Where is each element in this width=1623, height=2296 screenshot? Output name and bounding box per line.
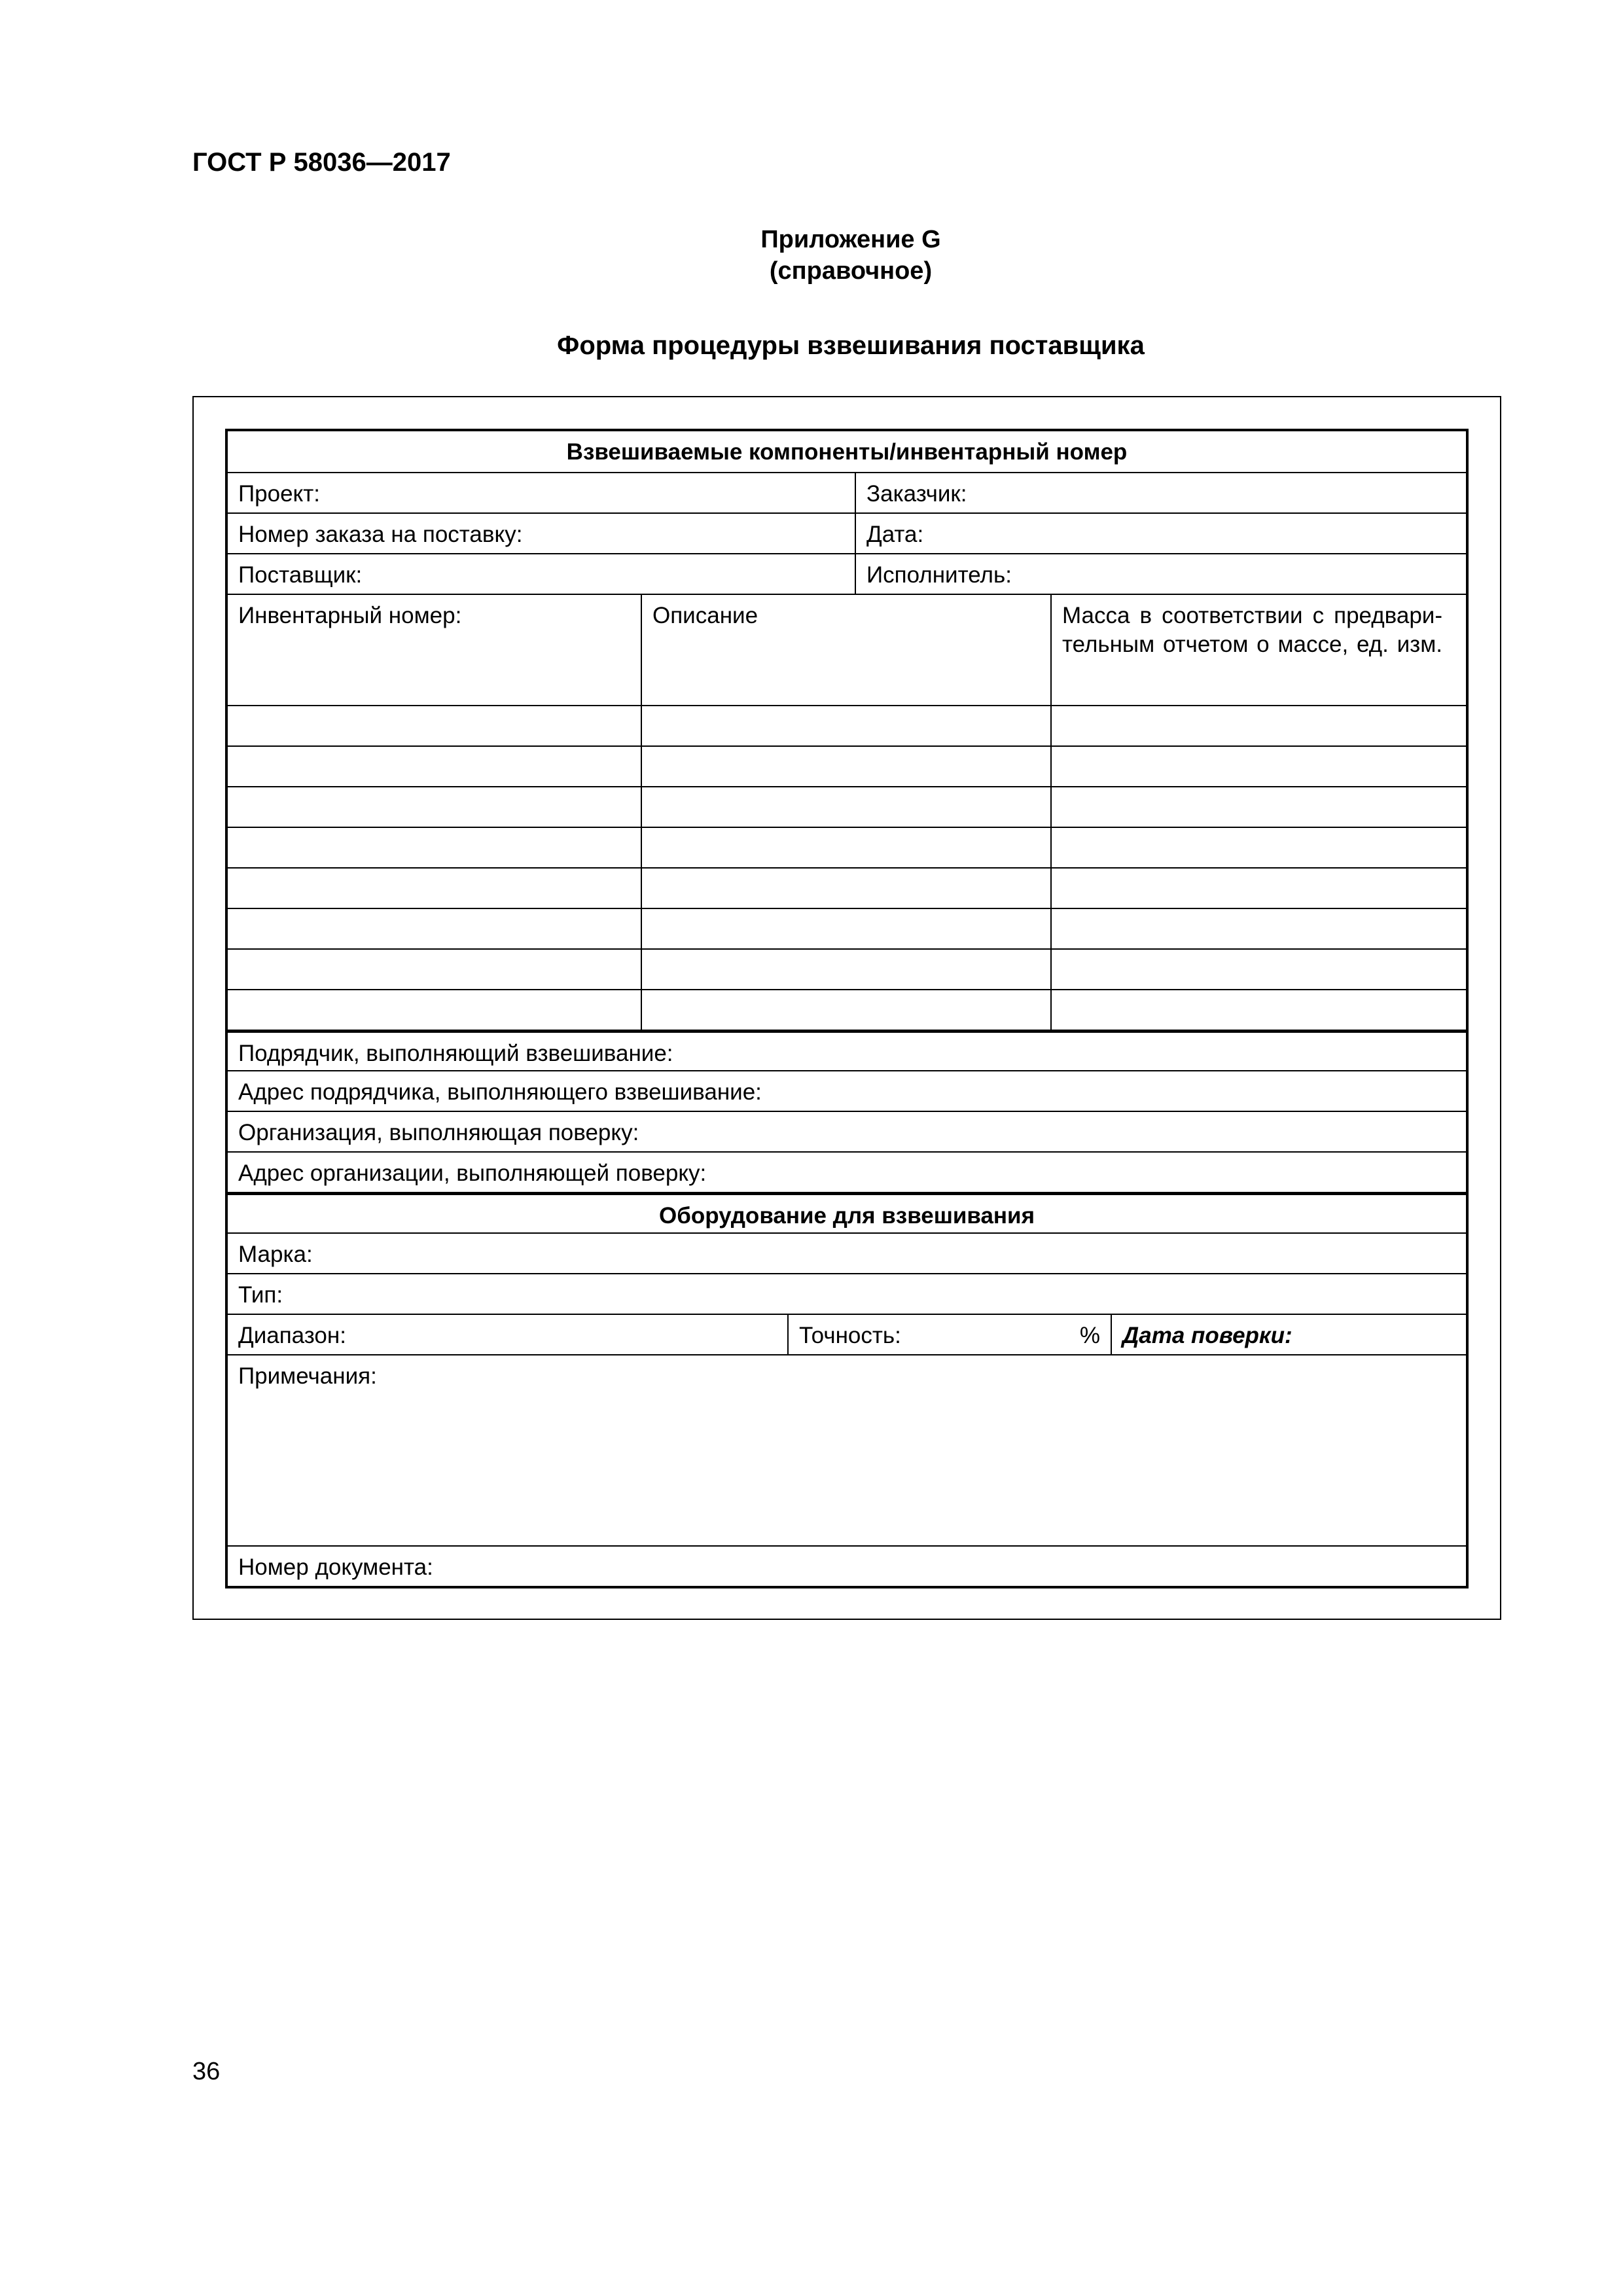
inventory-number-cell[interactable]	[228, 950, 641, 989]
table-row	[228, 867, 1466, 908]
inventory-number-cell[interactable]	[228, 664, 641, 705]
description-cell[interactable]	[641, 747, 1050, 786]
contractor-row	[228, 1030, 1466, 1070]
order-row	[228, 512, 1466, 553]
order-number-field[interactable]: Номер заказа на поставку:	[238, 522, 523, 547]
col-mass	[1050, 595, 1466, 664]
form-title: Форма процедуры взвешивания поставщика	[557, 331, 1145, 360]
table-row	[228, 664, 1466, 705]
brand-field[interactable]: Марка:	[238, 1242, 313, 1267]
type-row	[228, 1273, 1466, 1314]
table-row	[228, 948, 1466, 989]
appendix-heading	[0, 224, 1623, 287]
inventory-number-cell[interactable]	[228, 787, 641, 827]
inventory-number-cell[interactable]	[228, 909, 641, 948]
description-cell[interactable]	[641, 909, 1050, 948]
mass-cell[interactable]	[1050, 747, 1466, 786]
inventory-number-cell[interactable]	[228, 706, 641, 745]
accuracy-label: Точность:	[799, 1323, 901, 1348]
customer-field[interactable]: Заказчик:	[855, 473, 1466, 512]
item-rows	[228, 664, 1466, 1030]
document-number-row	[228, 1545, 1466, 1586]
description-cell[interactable]	[641, 950, 1050, 989]
section1-header-row	[228, 431, 1466, 472]
description-cell[interactable]	[641, 990, 1050, 1030]
contractor-address-row	[228, 1070, 1466, 1111]
description-cell[interactable]	[641, 664, 1050, 705]
appendix-title: Приложение G	[760, 226, 941, 253]
date-field[interactable]: Дата:	[855, 514, 1466, 553]
weighing-contractor-field[interactable]: Подрядчик, выполняющий взвешивание:	[238, 1041, 673, 1066]
description-cell[interactable]	[641, 869, 1050, 908]
supplier-field[interactable]: Поставщик:	[238, 562, 363, 588]
table-row	[228, 786, 1466, 827]
mass-cell[interactable]	[1050, 828, 1466, 867]
inventory-number-cell[interactable]	[228, 990, 641, 1030]
verification-date-field[interactable]: Дата поверки:	[1111, 1315, 1466, 1354]
columns-header-row	[228, 594, 1466, 664]
col-mass-line2: тельным отчетом о массе, ед. изм.	[1062, 632, 1442, 657]
inventory-number-cell[interactable]	[228, 747, 641, 786]
brand-row	[228, 1232, 1466, 1273]
table-row	[228, 989, 1466, 1030]
executor-field[interactable]: Исполнитель:	[855, 554, 1466, 594]
col-mass-line1: Масса в соответствии с предвари-	[1062, 603, 1442, 628]
description-cell[interactable]	[641, 787, 1050, 827]
mass-cell[interactable]	[1050, 950, 1466, 989]
project-row	[228, 472, 1466, 512]
mass-cell[interactable]	[1050, 664, 1466, 705]
verification-org-address-row	[228, 1151, 1466, 1192]
appendix-type: (справочное)	[769, 257, 933, 285]
mass-cell[interactable]	[1050, 787, 1466, 827]
document-number-field[interactable]: Номер документа:	[238, 1554, 433, 1580]
mass-cell[interactable]	[1050, 990, 1466, 1030]
description-cell[interactable]	[641, 706, 1050, 745]
verification-org-row	[228, 1111, 1466, 1151]
standard-code: ГОСТ Р 58036—2017	[192, 148, 451, 177]
section1-header: Взвешиваемые компоненты/инвентарный номер	[566, 439, 1128, 465]
weighing-contractor-address-field[interactable]: Адрес подрядчика, выполняющего взвешивание:	[238, 1079, 762, 1105]
section2-header-row	[228, 1192, 1466, 1232]
verification-org-field[interactable]: Организация, выполняющая поверку:	[238, 1120, 639, 1145]
page-number: 36	[192, 2058, 221, 2085]
notes-field[interactable]: Примечания:	[238, 1363, 377, 1389]
mass-cell[interactable]	[1050, 869, 1466, 908]
supplier-row	[228, 553, 1466, 594]
type-field[interactable]: Тип:	[238, 1282, 283, 1308]
mass-cell[interactable]	[1050, 706, 1466, 745]
notes-row	[228, 1354, 1466, 1545]
inventory-number-cell[interactable]	[228, 869, 641, 908]
range-field[interactable]: Диапазон:	[238, 1323, 346, 1348]
project-field[interactable]: Проект:	[238, 481, 321, 507]
table-row	[228, 908, 1466, 948]
accuracy-unit: %	[1079, 1323, 1100, 1348]
table-row	[228, 745, 1466, 786]
accuracy-field[interactable]	[787, 1315, 1111, 1354]
table-row	[228, 827, 1466, 867]
col-inventory-number: Инвентарный номер:	[238, 603, 462, 628]
col-description: Описание	[641, 595, 1050, 664]
weighing-form	[225, 429, 1469, 1588]
description-cell[interactable]	[641, 828, 1050, 867]
mass-cell[interactable]	[1050, 909, 1466, 948]
table-row	[228, 705, 1466, 745]
range-row	[228, 1314, 1466, 1354]
verification-org-address-field[interactable]: Адрес организации, выполняющей поверку:	[238, 1160, 707, 1186]
section2-header: Оборудование для взвешивания	[658, 1203, 1035, 1229]
inventory-number-cell[interactable]	[228, 828, 641, 867]
